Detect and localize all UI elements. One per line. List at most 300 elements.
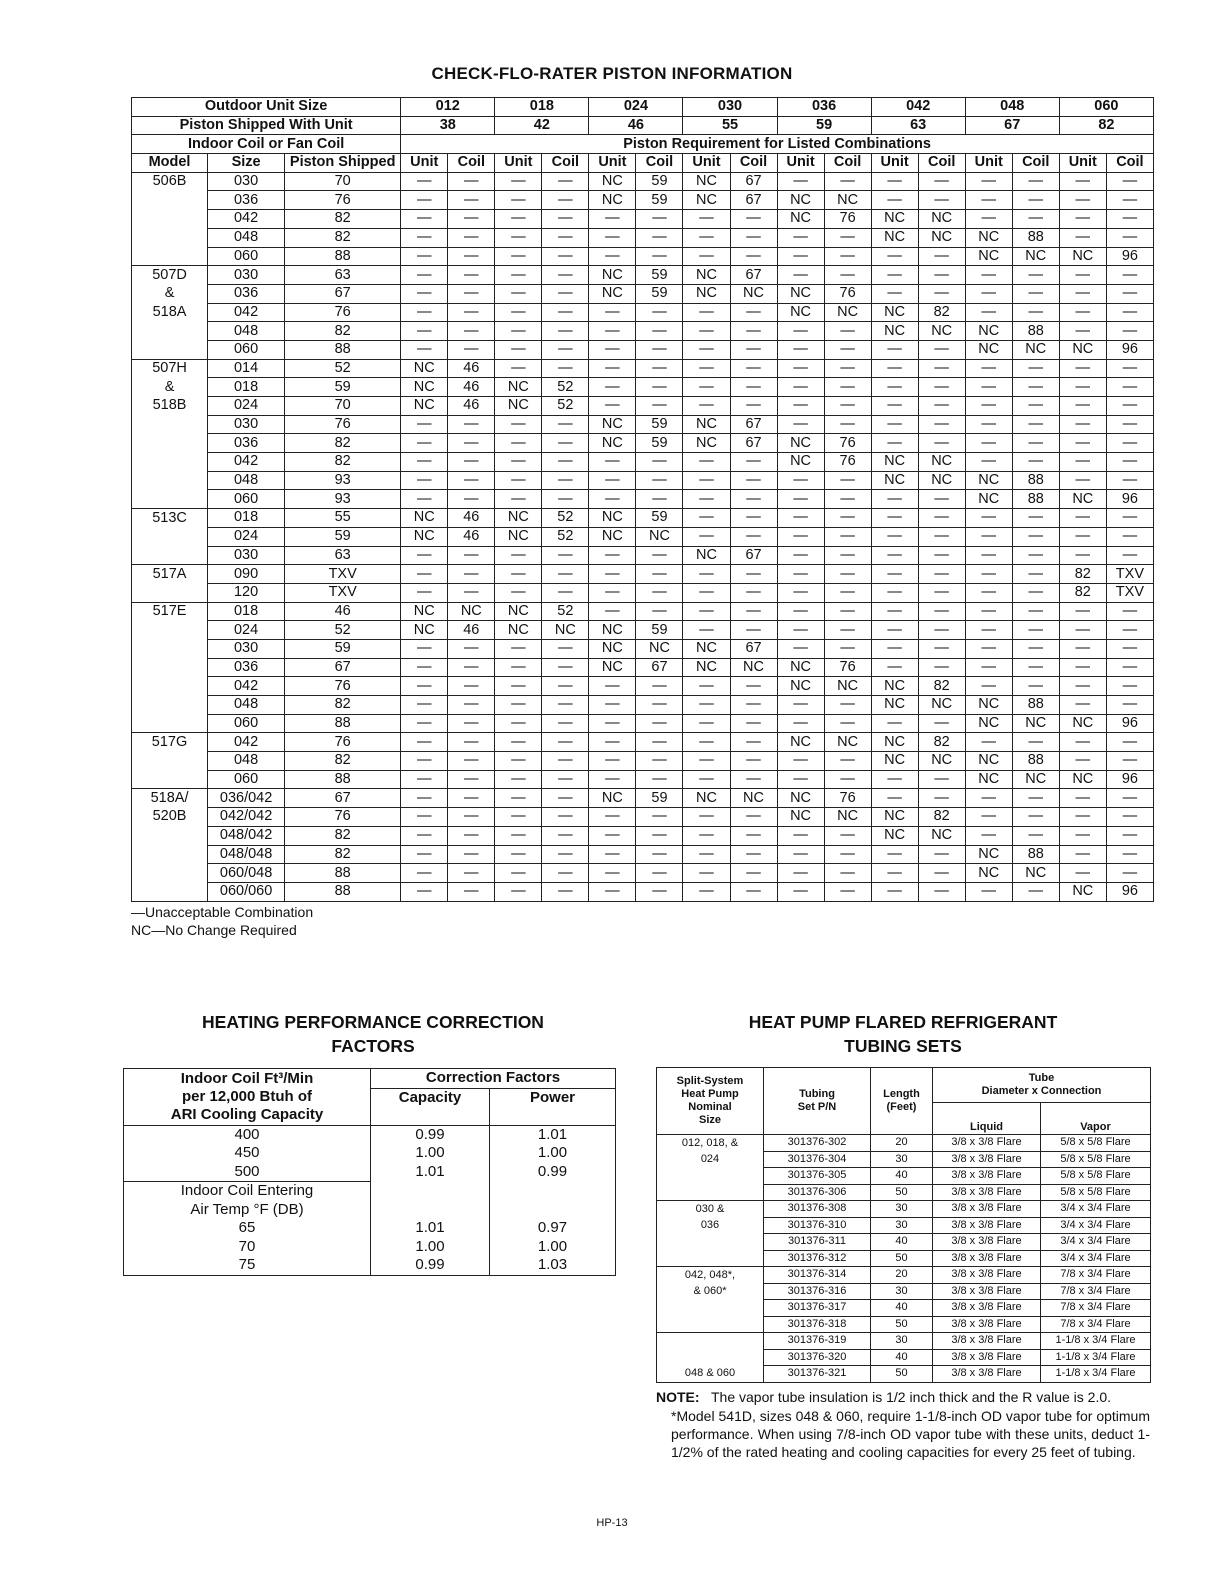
coil-cell: 76: [824, 453, 871, 472]
piston-shipped-cell: 76: [285, 303, 401, 322]
coil-cell: —: [448, 210, 495, 229]
piston-shipped-cell: 59: [285, 639, 401, 658]
piston-shipped-cell: 52: [285, 359, 401, 378]
table-row: [132, 770, 1154, 789]
table-row: [132, 471, 1154, 490]
unit-cell: NC: [777, 808, 824, 827]
coil-cell: —: [1106, 228, 1153, 247]
unit-cell: NC: [871, 826, 918, 845]
heat-header-coil-line3: ARI Cooling Capacity: [170, 1106, 324, 1124]
tube-part-number: 301376-316: [764, 1283, 871, 1300]
unit-cell: —: [1059, 415, 1106, 434]
unit-cell: NC: [401, 527, 448, 546]
coil-cell: —: [918, 397, 965, 416]
unit-cell: —: [871, 770, 918, 789]
unit-cell: —: [1059, 733, 1106, 752]
unit-cell: —: [1059, 639, 1106, 658]
coil-cell: —: [448, 247, 495, 266]
model-cell: [132, 322, 208, 341]
unit-cell: —: [495, 266, 542, 285]
coil-cell: NC: [918, 228, 965, 247]
coil-cell: —: [1012, 397, 1059, 416]
size-cell: 018: [208, 602, 285, 621]
coil-cell: —: [918, 509, 965, 528]
unit-cell: NC: [401, 359, 448, 378]
coil-cell: —: [918, 434, 965, 453]
piston-shipped-cell: 63: [285, 546, 401, 565]
coil-cell: NC: [1012, 770, 1059, 789]
unit-cell: —: [401, 714, 448, 733]
coil-cell: —: [1106, 509, 1153, 528]
tube-liquid: 3/8 x 3/8 Flare: [933, 1135, 1041, 1152]
coil-cell: —: [1012, 789, 1059, 808]
piston-shipped-cell: 82: [285, 453, 401, 472]
coil-cell: —: [448, 415, 495, 434]
heat-value-label: 70: [238, 1237, 256, 1255]
coil-cell: NC: [1012, 247, 1059, 266]
unit-cell: —: [589, 378, 636, 397]
coil-cell: —: [448, 752, 495, 771]
coil-cell: —: [448, 340, 495, 359]
unit-cell: —: [1059, 266, 1106, 285]
heat-capacity: 0.99: [371, 1256, 490, 1275]
table-row: [132, 583, 1154, 602]
coil-cell: —: [636, 845, 683, 864]
coil-cell: —: [636, 583, 683, 602]
unit-cell: NC: [777, 453, 824, 472]
piston-shipped-cell: 70: [285, 172, 401, 191]
size-cell: 048: [208, 696, 285, 715]
coil-cell: —: [1106, 864, 1153, 883]
size-cell: 042/042: [208, 808, 285, 827]
outdoor-size-060: 060: [1059, 98, 1153, 117]
unit-cell: —: [589, 696, 636, 715]
tube-length: 20: [871, 1135, 933, 1152]
coil-cell: 96: [1106, 340, 1153, 359]
heat-header-coil: [124, 1069, 371, 1126]
unit-cell: —: [495, 340, 542, 359]
tube-size-cell: [657, 1349, 764, 1366]
unit-cell: NC: [871, 322, 918, 341]
size-cell: 042: [208, 303, 285, 322]
coil-cell: —: [730, 621, 777, 640]
col-model: Model: [132, 154, 208, 173]
coil-cell: 82: [918, 733, 965, 752]
tube-header-length: [871, 1068, 933, 1135]
tube-row: [657, 1316, 1151, 1333]
tube-vapor: 5/8 x 5/8 Flare: [1041, 1168, 1151, 1185]
coil-cell: —: [918, 714, 965, 733]
unit-cell: —: [495, 322, 542, 341]
col-unit: Unit: [589, 154, 636, 173]
table-row: [132, 509, 1154, 528]
piston-shipped-048: 67: [965, 116, 1059, 135]
unit-cell: —: [1059, 864, 1106, 883]
tube-liquid: 3/8 x 3/8 Flare: [933, 1366, 1041, 1383]
coil-cell: —: [542, 677, 589, 696]
coil-cell: —: [824, 172, 871, 191]
tube-header-tube: [933, 1068, 1151, 1103]
unit-cell: —: [401, 826, 448, 845]
coil-cell: —: [542, 434, 589, 453]
unit-cell: —: [965, 453, 1012, 472]
coil-cell: 76: [824, 789, 871, 808]
coil-cell: —: [448, 284, 495, 303]
unit-cell: NC: [401, 621, 448, 640]
unit-cell: —: [589, 228, 636, 247]
model-cell: 520B: [132, 808, 208, 827]
unit-cell: —: [1059, 808, 1106, 827]
model-cell: [132, 210, 208, 229]
unit-cell: —: [495, 752, 542, 771]
coil-cell: 88: [1012, 322, 1059, 341]
unit-cell: —: [683, 808, 730, 827]
outdoor-size-042: 042: [871, 98, 965, 117]
unit-cell: —: [777, 845, 824, 864]
coil-cell: —: [730, 359, 777, 378]
unit-cell: —: [683, 714, 730, 733]
coil-cell: —: [1106, 397, 1153, 416]
unit-cell: —: [401, 471, 448, 490]
tube-header-tube-1: Tube: [1028, 1071, 1055, 1084]
tube-liquid: 3/8 x 3/8 Flare: [933, 1184, 1041, 1201]
col-coil: Coil: [636, 154, 683, 173]
unit-cell: NC: [965, 247, 1012, 266]
heat-power: 0.99: [490, 1163, 616, 1182]
size-cell: 060/048: [208, 864, 285, 883]
unit-cell: —: [401, 639, 448, 658]
unit-cell: —: [401, 658, 448, 677]
coil-cell: —: [448, 453, 495, 472]
coil-cell: —: [636, 490, 683, 509]
unit-cell: NC: [777, 789, 824, 808]
unit-cell: —: [683, 303, 730, 322]
table-row: [132, 677, 1154, 696]
unit-cell: —: [871, 172, 918, 191]
coil-cell: —: [1106, 733, 1153, 752]
tubing-title: [656, 1010, 1150, 1058]
unit-cell: —: [777, 378, 824, 397]
table-row: [132, 733, 1154, 752]
outdoor-size-012: 012: [401, 98, 495, 117]
tube-liquid: 3/8 x 3/8 Flare: [933, 1151, 1041, 1168]
unit-cell: —: [965, 266, 1012, 285]
unit-cell: NC: [965, 864, 1012, 883]
piston-shipped-cell: 82: [285, 696, 401, 715]
col-unit: Unit: [1059, 154, 1106, 173]
size-cell: 030: [208, 546, 285, 565]
tube-header-tubing: [764, 1068, 871, 1135]
tube-length: 30: [871, 1283, 933, 1300]
unit-cell: NC: [589, 621, 636, 640]
unit-cell: —: [401, 191, 448, 210]
coil-cell: —: [1106, 322, 1153, 341]
coil-cell: —: [542, 303, 589, 322]
heat-row: [124, 1144, 616, 1163]
unit-cell: —: [1059, 527, 1106, 546]
unit-cell: —: [401, 490, 448, 509]
tube-header-length-2: (Feet): [886, 1101, 917, 1113]
note-insulation: The vapor tube insulation is 1/2 inch thick and the R value is 2.0.: [711, 1389, 1112, 1405]
unit-cell: NC: [589, 172, 636, 191]
unit-cell: NC: [871, 453, 918, 472]
tube-length: 40: [871, 1168, 933, 1185]
unit-cell: —: [401, 284, 448, 303]
unit-cell: NC: [495, 527, 542, 546]
table-row: [132, 434, 1154, 453]
outdoor-size-048: 048: [965, 98, 1059, 117]
outdoor-size-label: Outdoor Unit Size: [132, 98, 401, 117]
piston-shipped-cell: 82: [285, 845, 401, 864]
size-cell: 048: [208, 322, 285, 341]
unit-cell: —: [589, 677, 636, 696]
unit-cell: —: [777, 864, 824, 883]
coil-cell: —: [636, 882, 683, 901]
tubing-title-line1: HEAT PUMP FLARED REFRIGERANT: [748, 1012, 1058, 1032]
unit-cell: —: [589, 882, 636, 901]
coil-cell: —: [636, 322, 683, 341]
table-row: [132, 826, 1154, 845]
unit-cell: —: [1059, 826, 1106, 845]
coil-cell: —: [636, 770, 683, 789]
coil-cell: —: [1012, 509, 1059, 528]
coil-cell: —: [918, 882, 965, 901]
size-cell: 060/060: [208, 882, 285, 901]
unit-cell: —: [495, 359, 542, 378]
tube-part-number: 301376-306: [764, 1184, 871, 1201]
unit-cell: —: [495, 210, 542, 229]
coil-cell: —: [1106, 845, 1153, 864]
coil-cell: —: [824, 565, 871, 584]
coil-cell: NC: [918, 210, 965, 229]
coil-cell: NC: [1012, 714, 1059, 733]
unit-cell: —: [871, 266, 918, 285]
tube-size-cell: 024: [657, 1151, 764, 1168]
unit-cell: —: [871, 845, 918, 864]
piston-shipped-cell: 88: [285, 340, 401, 359]
tube-liquid: 3/8 x 3/8 Flare: [933, 1283, 1041, 1300]
unit-cell: —: [871, 789, 918, 808]
unit-cell: —: [871, 397, 918, 416]
unit-cell: —: [965, 378, 1012, 397]
tube-vapor: 1-1/8 x 3/4 Flare: [1041, 1349, 1151, 1366]
col-coil: Coil: [730, 154, 777, 173]
size-cell: 060: [208, 490, 285, 509]
size-cell: 014: [208, 359, 285, 378]
coil-cell: —: [730, 378, 777, 397]
coil-cell: —: [824, 882, 871, 901]
piston-shipped-060: 82: [1059, 116, 1153, 135]
piston-shipped-036: 59: [777, 116, 871, 135]
heat-value-label: 65: [238, 1219, 256, 1236]
unit-cell: —: [495, 247, 542, 266]
coil-cell: —: [918, 639, 965, 658]
tube-liquid: 3/8 x 3/8 Flare: [933, 1168, 1041, 1185]
size-cell: 090: [208, 565, 285, 584]
heat-row: [124, 1163, 616, 1182]
tube-length: 50: [871, 1250, 933, 1267]
tube-header-split-2: Heat Pump: [681, 1088, 739, 1100]
piston-shipped-cell: 59: [285, 378, 401, 397]
coil-cell: —: [918, 602, 965, 621]
coil-cell: —: [636, 752, 683, 771]
unit-cell: —: [495, 172, 542, 191]
heat-mid-label-line2: Air Temp °F (DB): [190, 1200, 304, 1218]
coil-cell: —: [918, 191, 965, 210]
col-coil: Coil: [542, 154, 589, 173]
coil-cell: —: [824, 714, 871, 733]
coil-cell: 82: [918, 303, 965, 322]
tubing-note: [656, 1388, 1150, 1461]
unit-cell: —: [401, 172, 448, 191]
unit-cell: —: [1059, 509, 1106, 528]
unit-cell: NC: [777, 733, 824, 752]
unit-cell: —: [777, 509, 824, 528]
coil-cell: —: [542, 845, 589, 864]
coil-cell: —: [636, 453, 683, 472]
unit-cell: —: [1059, 359, 1106, 378]
coil-cell: —: [918, 266, 965, 285]
unit-cell: —: [1059, 696, 1106, 715]
coil-cell: 96: [1106, 770, 1153, 789]
coil-cell: —: [1106, 378, 1153, 397]
model-cell: 513C: [132, 509, 208, 528]
coil-cell: —: [636, 210, 683, 229]
unit-cell: —: [871, 546, 918, 565]
model-cell: [132, 471, 208, 490]
unit-cell: —: [1059, 845, 1106, 864]
coil-cell: —: [1012, 434, 1059, 453]
coil-cell: —: [730, 490, 777, 509]
unit-cell: —: [401, 266, 448, 285]
unit-cell: —: [1059, 397, 1106, 416]
unit-cell: —: [871, 882, 918, 901]
heat-header-capacity: Capacity: [371, 1088, 490, 1125]
tube-row: [657, 1283, 1151, 1300]
tube-part-number: 301376-314: [764, 1267, 871, 1284]
tube-length: 40: [871, 1234, 933, 1251]
unit-cell: —: [683, 621, 730, 640]
size-cell: 042: [208, 733, 285, 752]
coil-cell: NC: [824, 677, 871, 696]
unit-cell: —: [1059, 322, 1106, 341]
coil-cell: —: [730, 303, 777, 322]
coil-cell: —: [636, 808, 683, 827]
coil-cell: —: [918, 621, 965, 640]
unit-cell: —: [965, 509, 1012, 528]
coil-cell: 67: [730, 266, 777, 285]
unit-cell: —: [777, 770, 824, 789]
legend-no-change: NC—No Change Required: [131, 922, 297, 938]
coil-cell: —: [1106, 752, 1153, 771]
tube-row: [657, 1168, 1151, 1185]
heating-title-line1: HEATING PERFORMANCE CORRECTION: [202, 1012, 544, 1032]
size-cell: 060: [208, 714, 285, 733]
coil-cell: —: [448, 490, 495, 509]
size-cell: 024: [208, 527, 285, 546]
coil-cell: —: [730, 770, 777, 789]
heat-value-label: 400: [124, 1125, 371, 1144]
coil-cell: —: [918, 845, 965, 864]
tube-row: [657, 1217, 1151, 1234]
coil-cell: —: [1012, 453, 1059, 472]
unit-cell: —: [965, 565, 1012, 584]
heat-capacity: 1.01: [371, 1163, 490, 1182]
unit-cell: —: [965, 210, 1012, 229]
tube-length: 50: [871, 1316, 933, 1333]
unit-cell: NC: [683, 266, 730, 285]
coil-cell: 76: [824, 434, 871, 453]
tube-liquid: 3/8 x 3/8 Flare: [933, 1333, 1041, 1350]
tube-length: 30: [871, 1333, 933, 1350]
coil-cell: —: [448, 228, 495, 247]
coil-cell: —: [918, 415, 965, 434]
unit-cell: —: [589, 864, 636, 883]
unit-cell: —: [965, 733, 1012, 752]
coil-cell: 76: [824, 284, 871, 303]
coil-cell: —: [636, 864, 683, 883]
coil-cell: —: [1012, 546, 1059, 565]
size-cell: 060: [208, 340, 285, 359]
coil-cell: NC: [824, 191, 871, 210]
heat-value-label: 75: [238, 1256, 256, 1273]
tube-vapor: 1-1/8 x 3/4 Flare: [1041, 1366, 1151, 1383]
unit-cell: NC: [589, 434, 636, 453]
tube-length: 30: [871, 1217, 933, 1234]
unit-cell: NC: [683, 546, 730, 565]
unit-cell: —: [777, 565, 824, 584]
header-shipped-row: [132, 116, 1154, 135]
coil-cell: —: [1012, 210, 1059, 229]
model-cell: 518A: [132, 303, 208, 322]
model-cell: &: [132, 284, 208, 303]
coil-cell: —: [542, 583, 589, 602]
coil-cell: —: [730, 583, 777, 602]
model-cell: 517G: [132, 733, 208, 752]
unit-cell: —: [495, 191, 542, 210]
col-unit: Unit: [401, 154, 448, 173]
model-cell: [132, 696, 208, 715]
coil-cell: —: [824, 490, 871, 509]
unit-cell: —: [965, 191, 1012, 210]
col-unit: Unit: [495, 154, 542, 173]
heating-title: [123, 1010, 623, 1058]
coil-cell: —: [1106, 303, 1153, 322]
unit-cell: NC: [777, 303, 824, 322]
model-cell: [132, 845, 208, 864]
col-coil: Coil: [1012, 154, 1059, 173]
heat-power: 1.00: [490, 1238, 616, 1257]
coil-cell: —: [824, 471, 871, 490]
unit-cell: —: [495, 658, 542, 677]
coil-cell: —: [730, 882, 777, 901]
unit-cell: —: [495, 639, 542, 658]
coil-cell: 67: [730, 639, 777, 658]
piston-shipped-cell: 52: [285, 621, 401, 640]
tube-header-length-1: Length: [883, 1088, 920, 1100]
unit-cell: —: [871, 864, 918, 883]
unit-cell: —: [495, 714, 542, 733]
unit-cell: NC: [1059, 490, 1106, 509]
coil-cell: —: [636, 714, 683, 733]
unit-cell: —: [495, 434, 542, 453]
unit-cell: —: [777, 583, 824, 602]
tube-vapor: 7/8 x 3/4 Flare: [1041, 1283, 1151, 1300]
model-cell: [132, 453, 208, 472]
coil-cell: —: [1106, 266, 1153, 285]
heat-header-coil-line2: per 12,000 Btuh of: [181, 1088, 313, 1106]
tube-size-cell: [657, 1184, 764, 1201]
